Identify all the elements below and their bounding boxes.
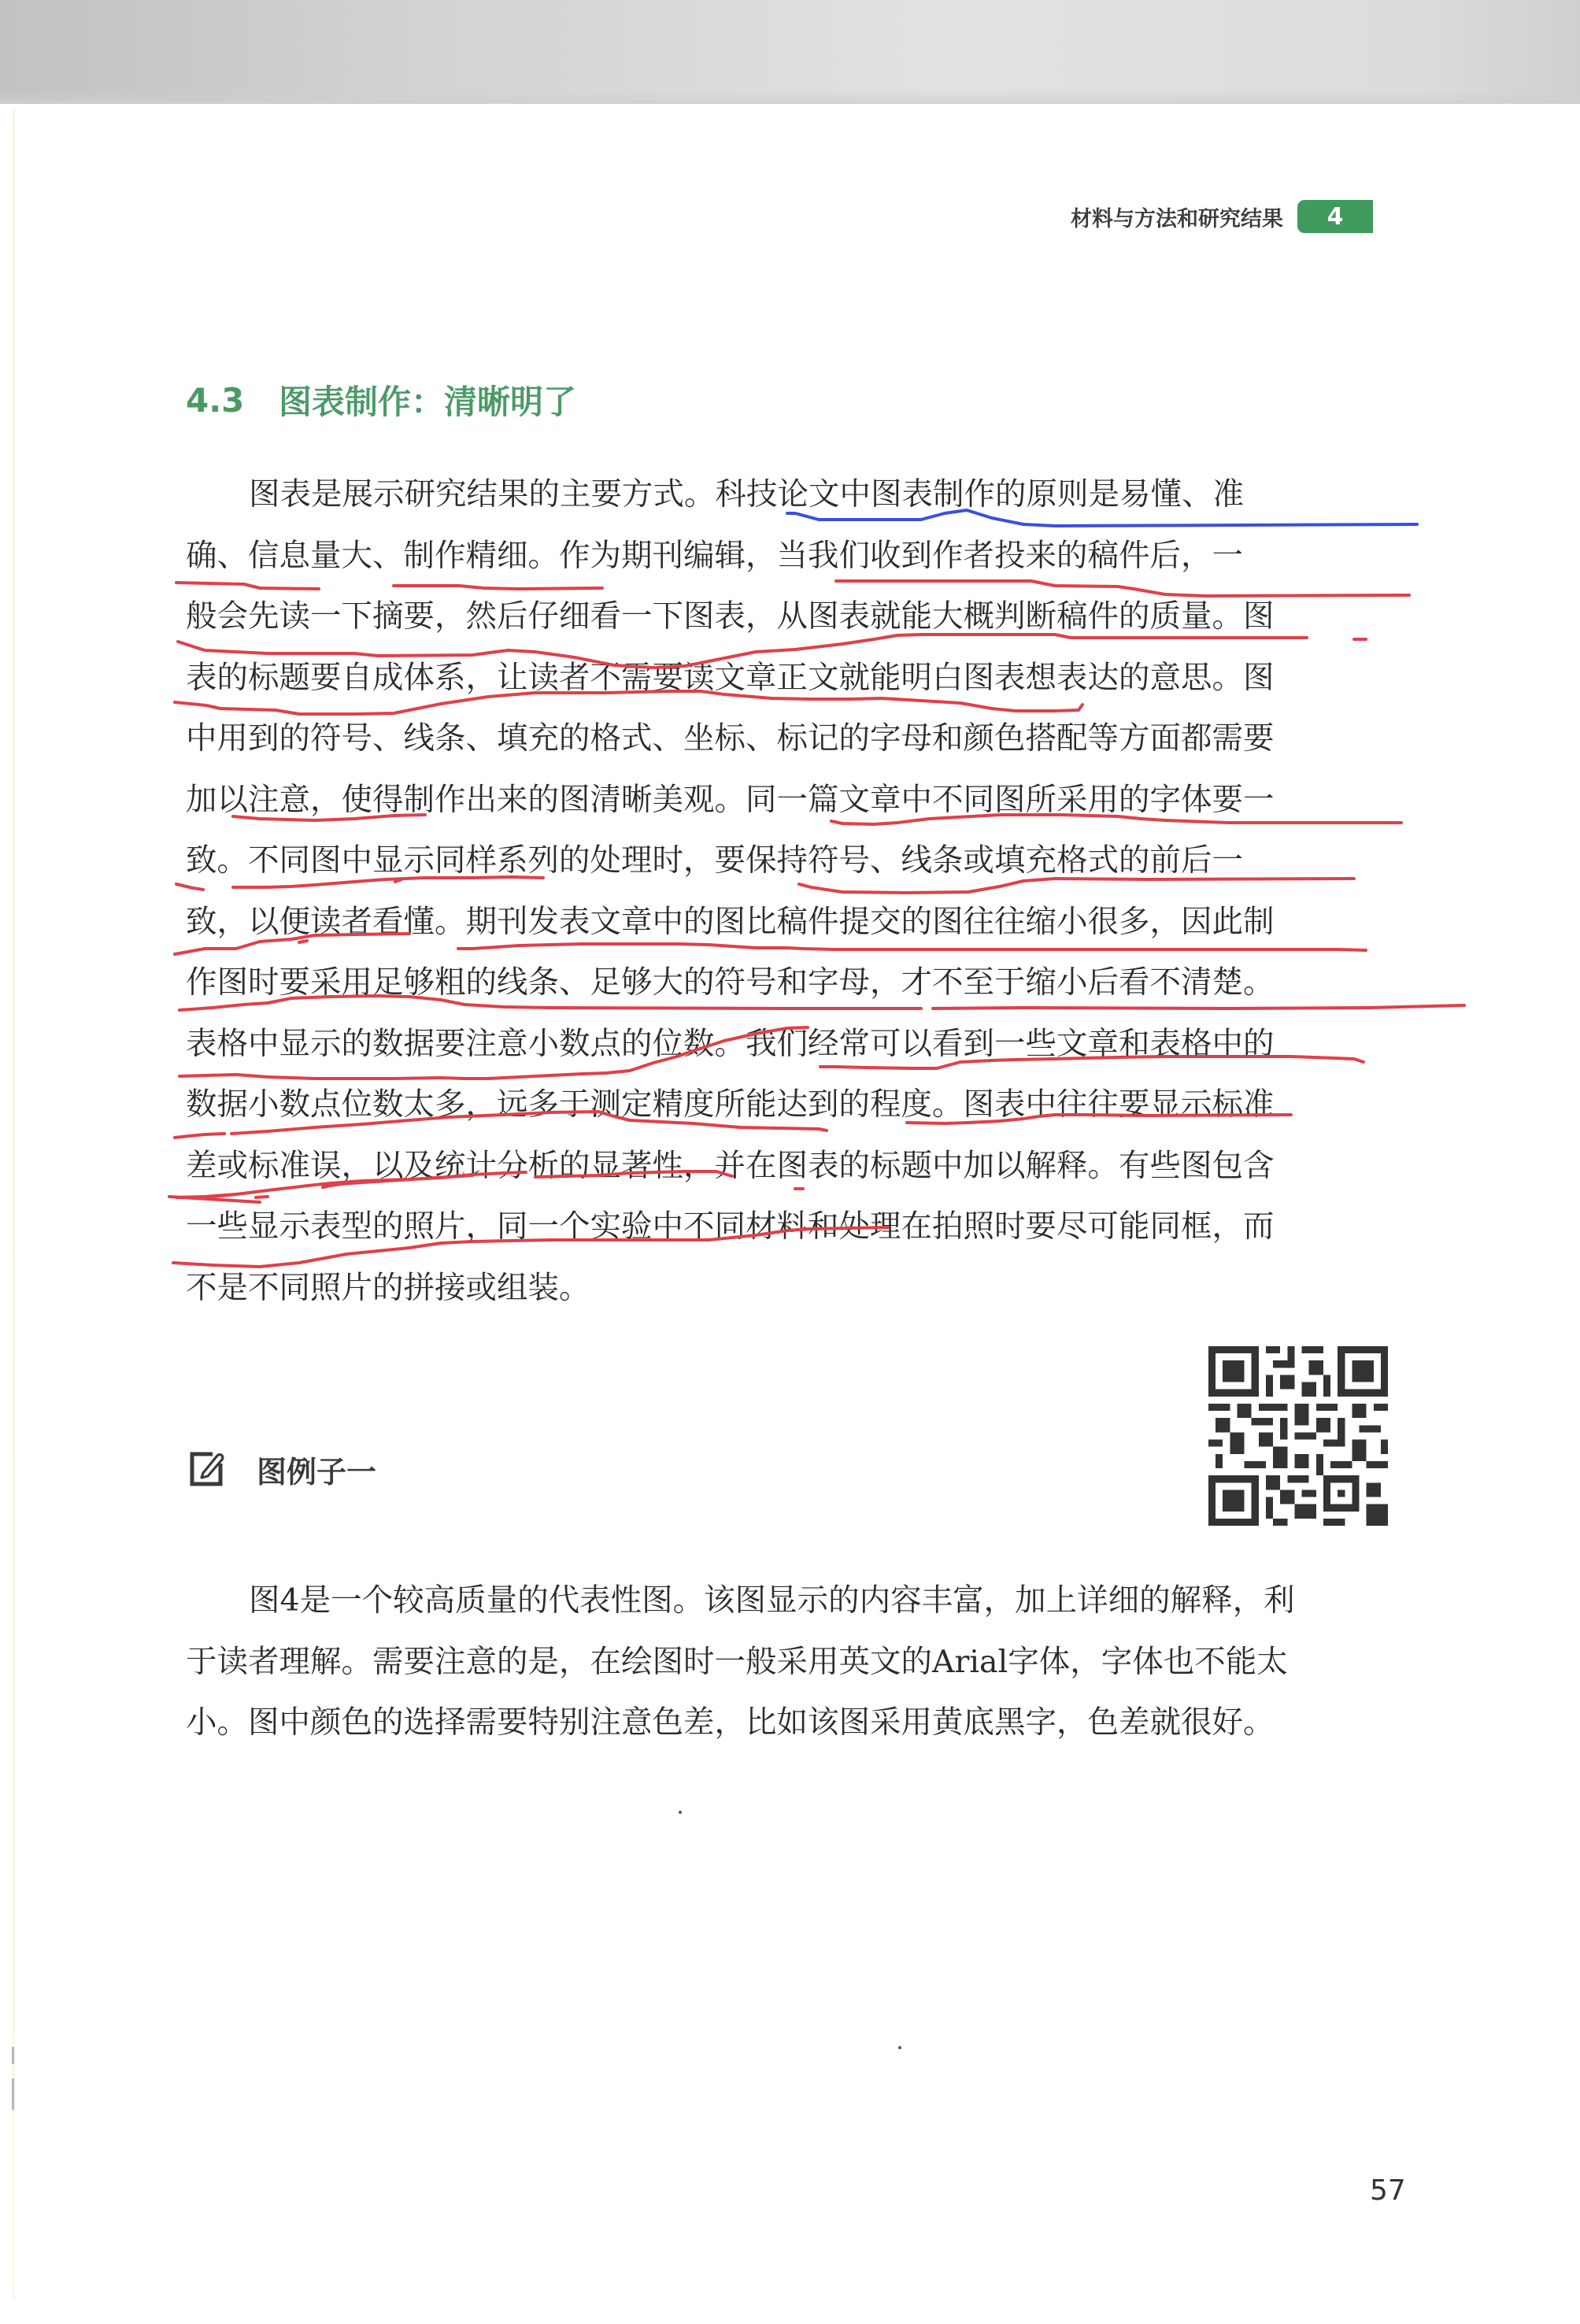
text-line: 作图时要采用足够粗的线条、足够大的符号和字母，才不至于缩小后看不清楚。 — [186, 964, 1275, 1001]
text-line: 确、信息量大、制作精细。作为期刊编辑，当我们收到作者投来的稿件后，一 — [186, 537, 1243, 574]
chapter-number-badge: 4 — [1297, 200, 1373, 233]
text-line: 小。图中颜色的选择需要特别注意色差，比如该图采用黄底黑字，色差就很好。 — [186, 1704, 1275, 1741]
text-line: 般会先读一下摘要，然后仔细看一下图表，从图表就能大概判断稿件的质量。图 — [186, 598, 1275, 635]
text-line: 一些显示表型的照片，同一个实验中不同材料和处理在拍照时要尽可能同框，而 — [186, 1208, 1275, 1245]
section-number: 4.3 — [186, 380, 245, 420]
text-line: 图4是一个较高质量的代表性图。该图显示的内容丰富，加上详细的解释，利 — [249, 1582, 1295, 1619]
text-line: 表的标题要自成体系，让读者不需要读文章正文就能明白图表想表达的意思。图 — [186, 659, 1275, 696]
text-line: 数据小数点位数太多，远多于测定精度所能达到的程度。图表中往往要显示标准 — [186, 1086, 1275, 1123]
qr-code-icon[interactable] — [1204, 1346, 1392, 1526]
subheading-title: 图例子一 — [257, 1454, 377, 1490]
section-heading — [186, 376, 576, 424]
body-paragraph-2 — [186, 1571, 1414, 1754]
body-paragraph-1 — [186, 464, 1414, 1319]
chapter-title: 材料与方法和研究结果 — [1071, 206, 1283, 231]
text-line: 图表是展示研究结果的主要方式。科技论文中图表制作的原则是易懂、准 — [249, 476, 1244, 513]
text-line: 不是不同照片的拼接或组装。 — [186, 1269, 590, 1306]
scan-mark — [12, 2078, 14, 2110]
scanner-shadow — [0, 0, 1580, 106]
section-title: 图表制作：清晰明了 — [279, 383, 577, 421]
text-line: 致，以便读者看懂。期刊发表文章中的图比稿件提交的图往往缩小很多，因此制 — [186, 903, 1275, 940]
text-line: 表格中显示的数据要注意小数点的位数。我们经常可以看到一些文章和表格中的 — [186, 1025, 1275, 1062]
example-subheading — [186, 1445, 376, 1493]
page-number: 57 — [1370, 2174, 1406, 2207]
page-edge — [13, 110, 15, 2299]
text-line: 致。不同图中显示同样系列的处理时，要保持符号、线条或填充格式的前后一 — [186, 842, 1243, 879]
scan-speck — [679, 1811, 682, 1814]
text-line: 差或标准误，以及统计分析的显著性，并在图表的标题中加以解释。有些图包含 — [186, 1147, 1275, 1184]
text-line: 中用到的符号、线条、填充的格式、坐标、标记的字母和颜色搭配等方面都需要 — [186, 720, 1275, 757]
edit-note-icon — [186, 1449, 225, 1489]
text-line: 于读者理解。需要注意的是，在绘图时一般采用英文的Arial字体，字体也不能太 — [186, 1643, 1288, 1680]
scan-speck — [898, 2046, 901, 2049]
scan-mark — [12, 2047, 14, 2064]
running-head — [1071, 199, 1373, 234]
text-line: 加以注意，使得制作出来的图清晰美观。同一篇文章中不同图所采用的字体要一 — [186, 781, 1275, 818]
